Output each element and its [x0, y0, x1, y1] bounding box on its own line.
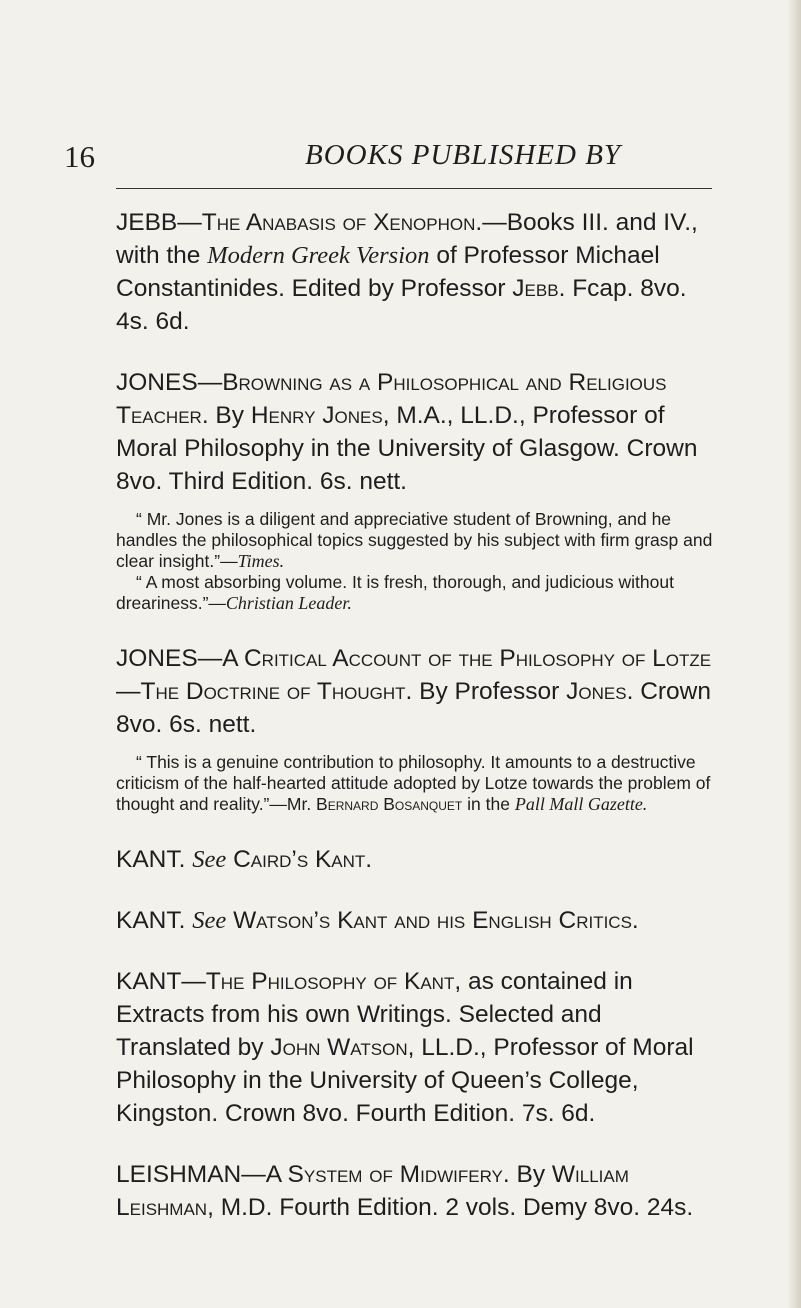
entry-author: KANT — [116, 968, 182, 995]
entry-author: JONES — [116, 369, 198, 396]
catalogue-entry-kant-caird — [116, 843, 718, 876]
catalogue-entry-jones-browning — [116, 366, 718, 614]
see-reference-label: See — [192, 907, 227, 934]
entry-title: A Critical Account of the Philosophy of Lotze—The Doctrine of Thought. — [116, 645, 712, 705]
entry-author-name: Henry Jones — [250, 402, 383, 429]
catalogue-entry-kant-philosophy — [116, 965, 718, 1130]
entry-italic-title: Modern Greek Version — [207, 242, 430, 269]
entry-text: , M.D. Fourth Edition. 2 vols. Demy 8vo. 24s. — [207, 1194, 694, 1221]
entry-text: —Books III. and IV., with the — [116, 209, 698, 269]
entry-body: JEBB—The Anabasis of Xenophon.—Books III. and IV., with the Modern Greek Version of Professor Michael Constantinides. Edited by Professor Jebb. Fcap. 8vo. 4s. 6d. — [116, 209, 698, 335]
entry-text: By — [509, 1161, 552, 1188]
review-text: in the — [462, 794, 515, 814]
entry-author-name: William Leishman — [116, 1161, 629, 1221]
entry-text: By — [208, 402, 251, 429]
entry-author-name: Jones — [566, 678, 627, 705]
page-edge-shadow — [787, 0, 801, 1308]
catalogue-entry-jebb — [116, 206, 718, 338]
running-head: BOOKS PUBLISHED BY — [305, 139, 622, 171]
entry-body: KANT—The Philosophy of Kant, as contained in Extracts from his own Writings. Selected and Translated by John Watson, LL.D., Professor of Moral Philosophy in the University of Queen’s College, Kingston. Crown 8vo. Fourth Edition. 7s. 6d. — [116, 968, 694, 1127]
entry-author: KANT. — [116, 846, 186, 873]
catalogue-entry-jones-lotze — [116, 642, 718, 815]
entry-title: Browning as a Philosophical and Religious Teacher. — [116, 369, 667, 429]
cross-reference: Caird’s Kant. — [233, 846, 373, 873]
entry-text: , M.A., LL.D., Professor of Moral Philosophy in the University of Glasgow. Crown 8vo. Third Edition. 6s. nett. — [116, 402, 698, 495]
cross-reference: Watson’s Kant and his English Critics. — [233, 907, 639, 934]
entry-text: . Crown 8vo. 6s. nett. — [116, 678, 712, 738]
reviewer-name: Bernard Bosanquet — [316, 794, 463, 814]
review-text: “ Mr. Jones is a diligent and appreciative student of Browning, and he handles the philosophical topics suggested by his subject with firm grasp and clear insight.”— — [116, 509, 713, 571]
entry-text: as contained in Extracts from his own Writings. Selected and Translated by — [116, 968, 633, 1061]
catalogue-entries — [116, 206, 718, 1224]
entry-author: JEBB — [116, 209, 178, 236]
entry-title: The Anabasis of Xenophon. — [201, 209, 483, 236]
entry-body: JONES—Browning as a Philosophical and Religious Teacher. By Henry Jones, M.A., LL.D., Professor of Moral Philosophy in the University of Glasgow. Crown 8vo. Third Edition. 6s. nett. — [116, 369, 698, 495]
catalogue-entry-leishman — [116, 1158, 718, 1224]
review-source: Pall Mall Gazette. — [514, 794, 648, 814]
review-source: Christian Leader. — [225, 593, 352, 613]
entry-author: KANT. — [116, 907, 186, 934]
entry-author: JONES — [116, 645, 198, 672]
entry-text: By Professor — [412, 678, 567, 705]
review-text: “ A most absorbing volume. It is fresh, thorough, and judicious without dreariness.”— — [116, 572, 674, 613]
entry-body — [116, 904, 718, 937]
entry-text: . Fcap. 8vo. 4s. 6d. — [116, 275, 687, 335]
review-source: Times. — [237, 551, 285, 571]
entry-body — [116, 843, 718, 876]
entry-editor: Jebb — [512, 275, 559, 302]
entry-body: JONES—A Critical Account of the Philosophy of Lotze—The Doctrine of Thought. By Professor Jones. Crown 8vo. 6s. nett. — [116, 645, 712, 738]
entry-author-name: John Watson — [270, 1034, 408, 1061]
entry-text: of Professor Michael Constantinides. Edited by Professor — [116, 242, 660, 302]
catalogue-entry-kant-watson — [116, 904, 718, 937]
page-number: 16 — [64, 139, 95, 174]
entry-title: The Philosophy of Kant, — [205, 968, 462, 995]
review-text: “ This is a genuine contribution to philosophy. It amounts to a destructive criticism of the half-hearted attitude adopted by Lotze towards the problem of thought and reality.”—Mr. — [116, 752, 711, 814]
review-quote — [116, 572, 718, 614]
entry-title: A System of Midwifery. — [265, 1161, 510, 1188]
entry-author: LEISHMAN — [116, 1161, 242, 1188]
review-quote — [116, 509, 718, 572]
review-quote — [116, 752, 718, 815]
see-reference-label: See — [192, 846, 227, 873]
header-rule — [116, 188, 712, 189]
entry-text: , LL.D., Professor of Moral Philosophy in the University of Queen’s College, Kingston. Crown 8vo. Fourth Edition. 7s. 6d. — [116, 1034, 694, 1127]
entry-body: LEISHMAN—A System of Midwifery. By William Leishman, M.D. Fourth Edition. 2 vols. Demy 8vo. 24s. — [116, 1161, 694, 1221]
